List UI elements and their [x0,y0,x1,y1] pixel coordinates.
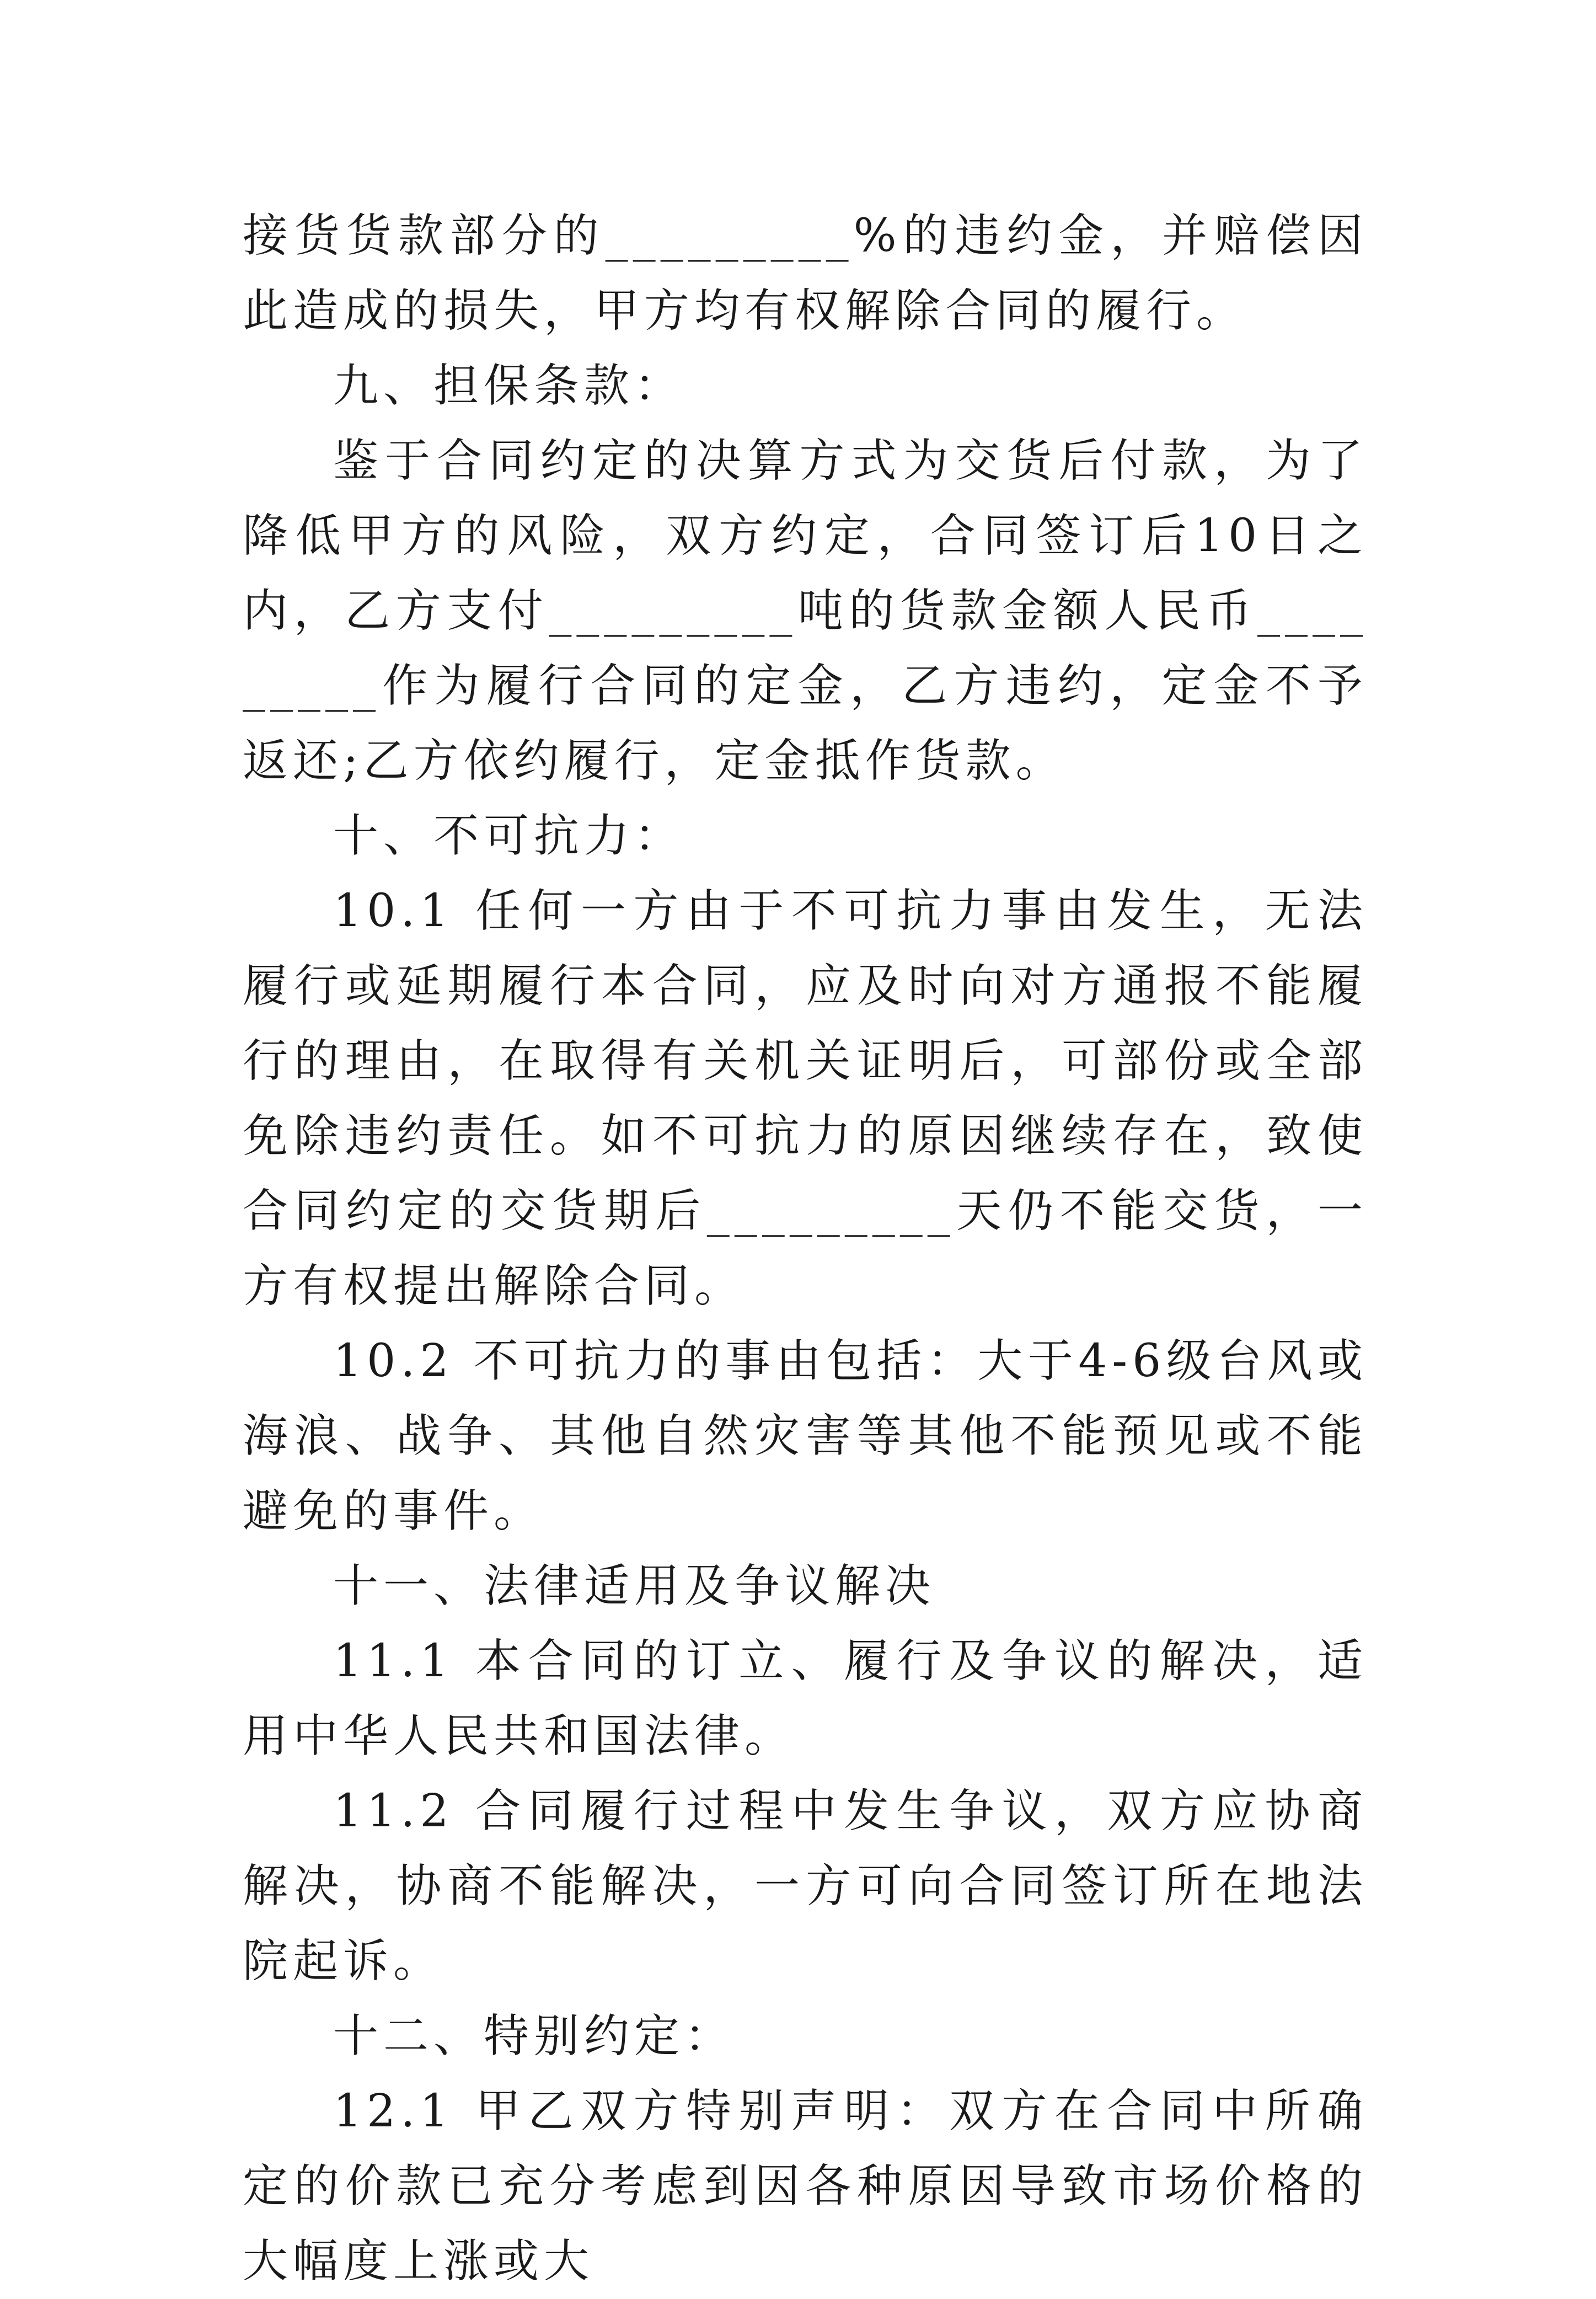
paragraph-11-2: 11.2 合同履行过程中发生争议，双方应协商解决，协商不能解决，一方可向合同签订所在地法院起诉。 [243,1785,1368,1987]
paragraph-10-1: 10.1 任何一方由于不可抗力事由发生，无法履行或延期履行本合同，应及时向对方通报不能履行的理由，在取得有关机关证明后，可部份或全部免除违约责任。如不可抗力的原因继续存在，致使合同约定的交货期后_________天仍不能交货，一方有权提出解除合同。 [243,885,1368,1312]
paragraph-guarantee: 鉴于合同约定的决算方式为交货后付款，为了降低甲方的风险，双方约定，合同签订后10日之内，乙方支付_________吨的货款金额人民币_________作为履行合同的定金，乙方违约，定金不予返还;乙方依约履行，定金抵作货款。 [243,435,1368,787]
heading-force-majeure: 十、不可抗力： [333,810,685,862]
heading-guarantee-clause: 九、担保条款： [333,360,685,412]
paragraph-11-1: 11.1 本合同的订立、履行及争议的解决，适用中华人民共和国法律。 [243,1635,1368,1762]
paragraph-penalty-continuation: 接货货款部分的_________%的违约金，并赔偿因此造成的损失，甲方均有权解除合同的履行。 [243,210,1368,337]
paragraph-12-1: 12.1 甲乙双方特别声明：双方在合同中所确定的价款已充分考虑到因各种原因导致市场价格的大幅度上涨或大 [243,2085,1368,2287]
paragraph-10-2: 10.2 不可抗力的事由包括：大于4-6级台风或海浪、战争、其他自然灾害等其他不能预见或不能避免的事件。 [243,1335,1368,1537]
heading-law-and-disputes: 十一、法律适用及争议解决 [333,1560,936,1612]
heading-special-agreement: 十二、特别约定： [333,2010,735,2062]
document-body [243,199,1368,2299]
